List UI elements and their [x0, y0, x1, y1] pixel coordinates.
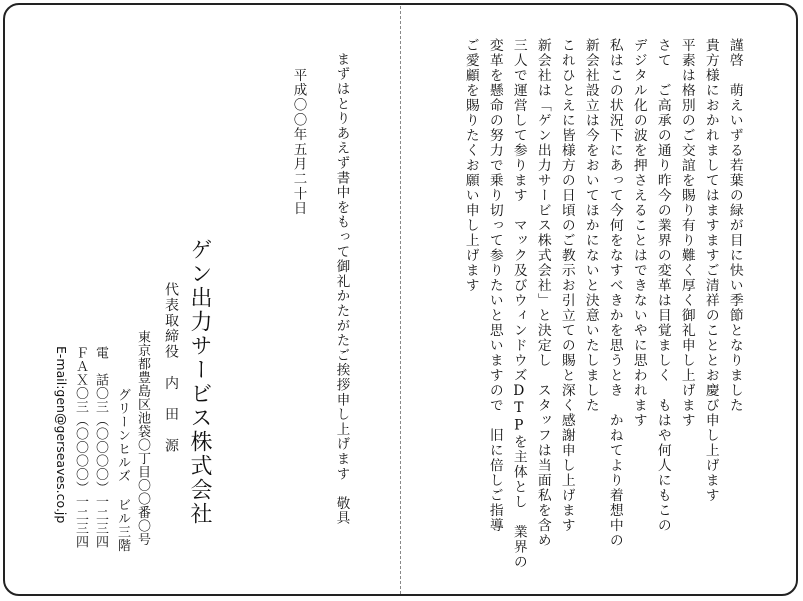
body-line: これひとえに皆様方の日頃のご教示お引立ての賜と深く感謝申し上げます [558, 38, 575, 533]
company-name: ゲン出力サービス株式会社 [187, 238, 212, 526]
email[interactable]: E-mail:gen@gerseaves.co.jp [54, 346, 69, 524]
address-line-2: グリーンヒルズ ビル三階 [115, 388, 130, 552]
representative: 代表取締役 内 田 源 [163, 282, 179, 454]
closing-line: まずはとりあえず書中をもって御礼かたがたご挨拶申し上げます 敬具 [333, 52, 350, 526]
body-line: 三人で運営して参ります マック及びウィンドウズDTPを主体とし 業界の [510, 38, 527, 570]
body-line: 新会社設立は今をおいてほかにないと決意いたしました [582, 38, 599, 413]
fold-line [400, 6, 401, 594]
date: 平成〇〇年五月二十日 [290, 68, 307, 216]
address-line-1: 東京都豊島区池袋〇丁目〇〇番〇号 [135, 330, 150, 546]
body-line: 変革を懸命の努力で乗り切って参りたいと思いますので 旧に倍しご指導 [486, 38, 503, 533]
body-line: デジタル化の波を押さえることはできないやに思われます [630, 38, 647, 428]
body-line: 平素は格別のご交誼を賜り有り難く厚く御礼申し上げます [678, 38, 695, 428]
phone: 電 話〇三（〇〇〇〇）一二三四 [93, 346, 108, 549]
body-line: 謹啓 萌えいずる若葉の緑が目に快い季節となりました [726, 38, 743, 413]
body-line: 新会社は「ゲン出力サービス株式会社」と決定し スタッフは当面私を含め [534, 38, 551, 548]
body-line: ご愛顧を賜りたくお願い申し上げます [462, 38, 479, 293]
body-line: 私はこの状況下にあって今何をなすべきかを思うとき かねてより着想中の [606, 38, 623, 548]
fax: ＦＡＸ〇三（〇〇〇〇）一二三四 [73, 346, 88, 549]
body-line: 貴方様におかれましてはますますご清祥のこととお慶び申し上げます [702, 38, 719, 503]
body-line: さて ご高承の通り昨今の業界の変革は目覚ましく もはや何人にもこの [654, 38, 671, 533]
